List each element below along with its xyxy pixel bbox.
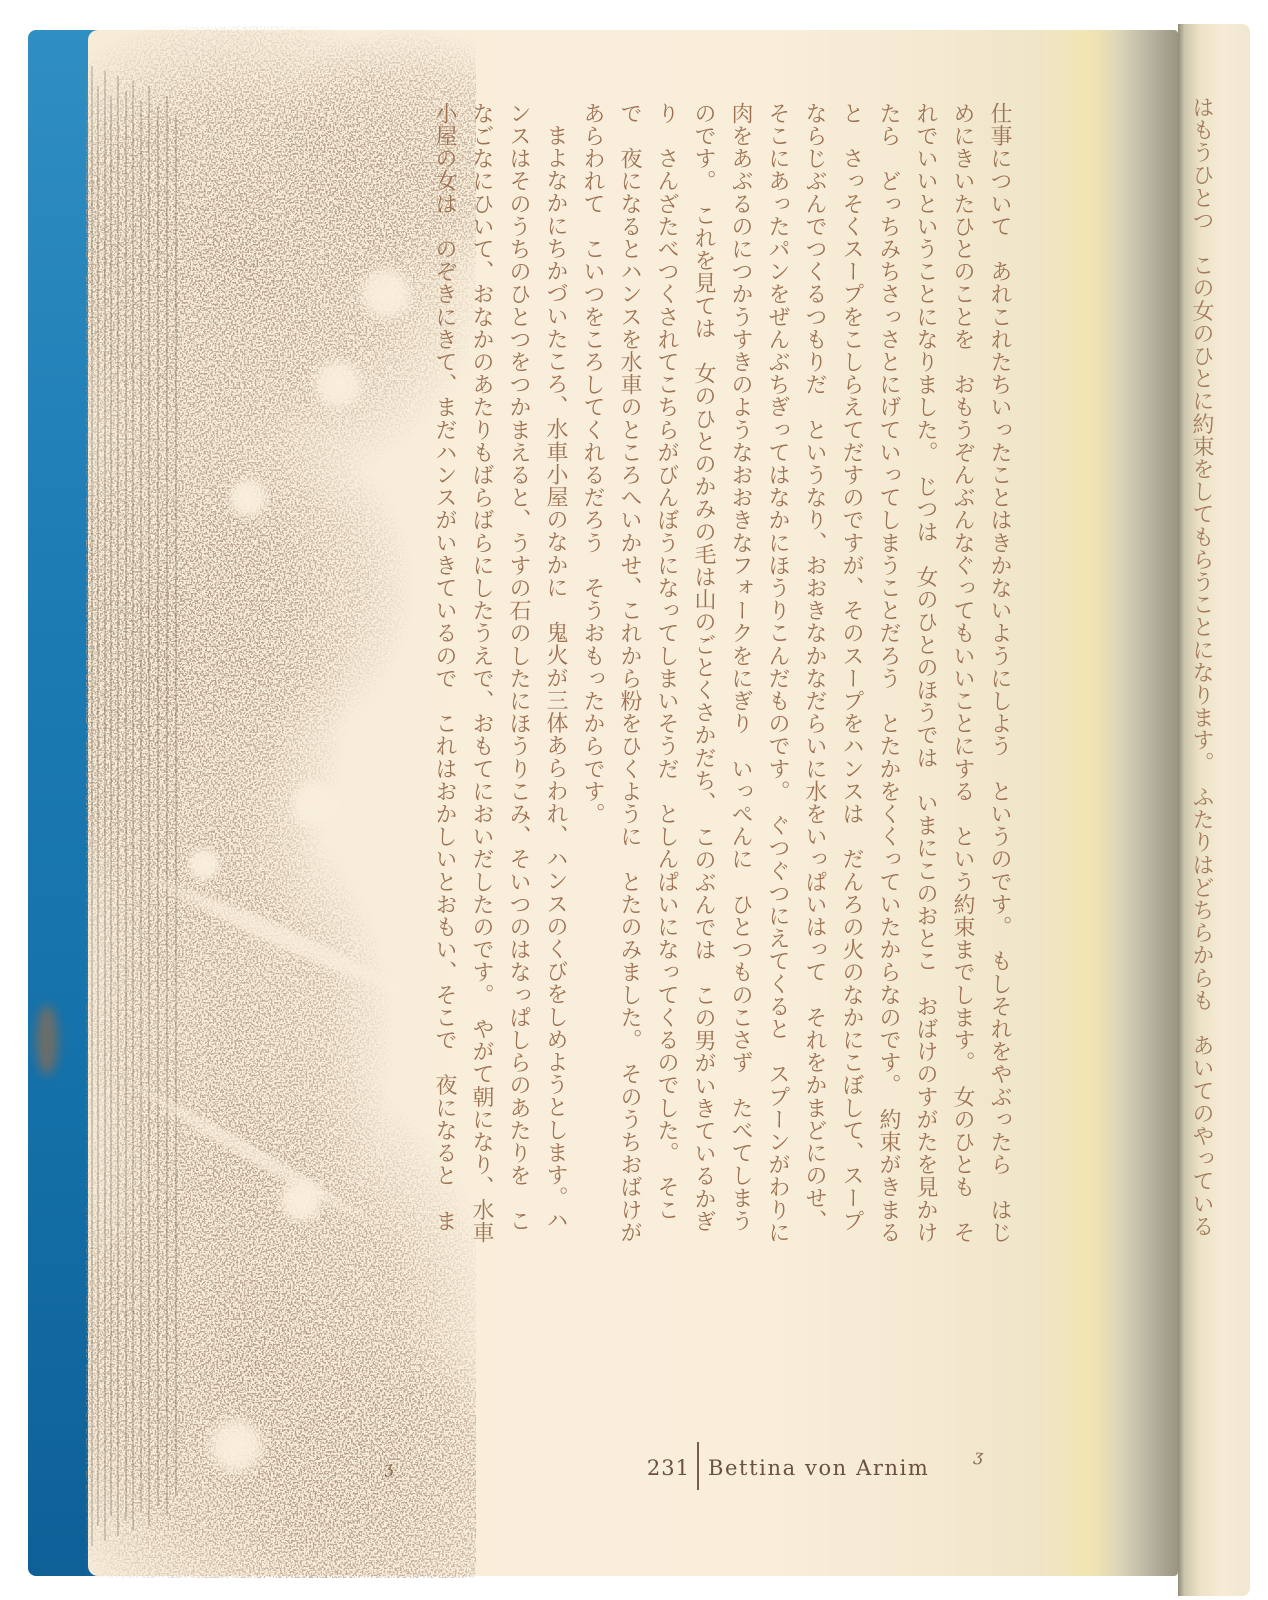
text-column: のです。 これを見ては 女のひとのかみの毛は山のごとくさかだち、 このぶんでは この男がいきているかぎ	[691, 102, 716, 1233]
cover-smudge	[36, 1005, 58, 1075]
text-column: ンスはそのうちのひとつをつかまえると、うすの石のしたにほうりこみ、そいつのはなっぱしらのあたりを こ	[506, 102, 531, 1232]
facing-page-column: はもうひとつ この女のひとに約束をしてもらうことになります。 ふたりはどちらからも あいてのやっている	[1189, 96, 1214, 1238]
fleuron-icon: ʒ	[973, 1445, 984, 1466]
text-column: で 夜になるとハンスを水車のところへいかせ、これから粉をひくように とたのみました。 そのうちおばけが	[617, 102, 642, 1244]
text-column: 仕事について あれこれたちいったことはきかないようにしよう というのです。 もしそれをやぶったら はじ	[987, 102, 1012, 1244]
text-column: そこにあったパンをぜんぶちぎってはなかにほうりこんだものです。 ぐつぐつにえてくると スプーンがわりに	[765, 102, 790, 1244]
text-column: り さんざたべつくされてこちらがびんぼうになってしまいそうだ としんぱいになってくるのでした。 そこ	[654, 102, 679, 1221]
fleuron-icon: ʒ	[382, 1457, 395, 1478]
page-number: 231	[646, 1456, 690, 1480]
text-column: たら どっちみちさっさとにげていってしまうことだろう とたかをくくっていたからなのです。 約束がきまる	[876, 102, 901, 1244]
text-columns	[426, 102, 1018, 1252]
text-column: と さっそくスープをこしらえてだすのですが、そのスープをハンスは だんろの火のなかにこぼして、スープ	[839, 102, 864, 1232]
text-column: なごなにひいて、おなかのあたりもばらばらにしたうえで、おもてにおいだしたのです。 やがて朝になり、水車	[469, 102, 494, 1244]
text-column: 肉をあぶるのにつかうすきのようなおおきなフォークをにぎり いっぺんに ひとつものこさず たべてしまう	[728, 102, 753, 1232]
stipple-illustration	[86, 26, 476, 1578]
text-column: あらわれて こいつをころしてくれるだろう そうおもったからです。	[580, 102, 605, 826]
text-column: まよなかにちかづいたころ、水車小屋のなかに 鬼火が三体あらわれ、ハンスのくびをしめようとします。ハ	[543, 124, 568, 1232]
footer-divider	[697, 1442, 699, 1490]
text-column: めにきいたひとのことを おもうぞんぶんなぐってもいいことにする という約束までします。 女のひとも そ	[950, 102, 975, 1244]
text-column: ならじぶんでつくるつもりだ というなり、おおきなかなだらいに水をいっぱいはって それをかまどにのせ、	[802, 102, 827, 1232]
text-column: れでいいということになりました。 じつは 女のひとのほうでは いまにこのおとこ おばけのすがたを見かけ	[913, 102, 938, 1244]
text-column: 小屋の女は のぞきにきて、まだハンスがいきているので これはおかしいとおもい、そこで 夜になると ま	[432, 102, 457, 1232]
footer-author: Bettina von Arnim	[708, 1456, 930, 1480]
